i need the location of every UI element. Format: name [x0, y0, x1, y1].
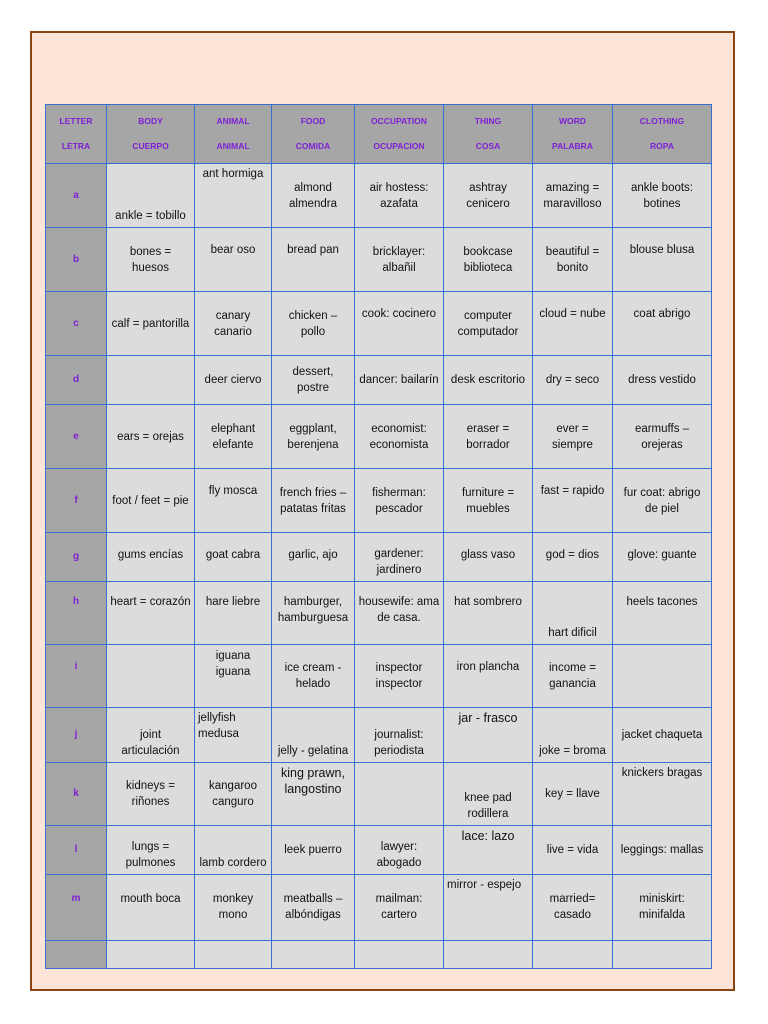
header-row [46, 105, 712, 164]
table-row [46, 645, 712, 708]
body-cell: lungs = pulmones [107, 826, 195, 875]
thing-cell: lace: lazo [444, 826, 533, 875]
header-cell: WORD PALABRA [533, 105, 613, 164]
word-cell: ever = siempre [533, 405, 613, 469]
letter-cell: g [46, 533, 107, 582]
food-cell: garlic, ajo [272, 533, 355, 582]
thing-cell: ashtray cenicero [444, 164, 533, 228]
occupation-cell: gardener: jardinero [355, 533, 444, 582]
vocabulary-table [45, 104, 712, 969]
thing-cell: knee pad rodillera [444, 763, 533, 826]
animal-cell: deer ciervo [195, 356, 272, 405]
body-cell: mouth boca [107, 875, 195, 941]
occupation-cell [355, 941, 444, 969]
occupation-cell: inspector inspector [355, 645, 444, 708]
table-row [46, 469, 712, 533]
animal-cell: jellyfish medusa [195, 708, 272, 763]
body-cell: joint articulación [107, 708, 195, 763]
word-cell: fast = rapido [533, 469, 613, 533]
header-cell: ANIMAL ANIMAL [195, 105, 272, 164]
food-cell: chicken – pollo [272, 292, 355, 356]
thing-cell [444, 941, 533, 969]
word-cell: cloud = nube [533, 292, 613, 356]
food-cell: dessert, postre [272, 356, 355, 405]
clothing-cell: knickers bragas [613, 763, 712, 826]
food-cell: meatballs – albóndigas [272, 875, 355, 941]
body-cell: gums encías [107, 533, 195, 582]
food-cell: leek puerro [272, 826, 355, 875]
animal-cell: bear oso [195, 228, 272, 292]
occupation-cell: fisherman: pescador [355, 469, 444, 533]
occupation-cell: housewife: ama de casa. [355, 582, 444, 645]
letter-cell: a [46, 164, 107, 228]
clothing-cell: dress vestido [613, 356, 712, 405]
word-cell: married= casado [533, 875, 613, 941]
clothing-cell: leggings: mallas [613, 826, 712, 875]
thing-cell: desk escritorio [444, 356, 533, 405]
animal-cell: fly mosca [195, 469, 272, 533]
body-cell [107, 645, 195, 708]
letter-cell: e [46, 405, 107, 469]
thing-cell: glass vaso [444, 533, 533, 582]
table-row [46, 582, 712, 645]
occupation-cell: dancer: bailarín [355, 356, 444, 405]
letter-cell: f [46, 469, 107, 533]
table-row [46, 405, 712, 469]
header-cell: CLOTHING ROPA [613, 105, 712, 164]
thing-cell: bookcase biblioteca [444, 228, 533, 292]
body-cell: foot / feet = pie [107, 469, 195, 533]
food-cell: eggplant, berenjena [272, 405, 355, 469]
body-cell: bones = huesos [107, 228, 195, 292]
clothing-cell [613, 645, 712, 708]
letter-cell: i [46, 645, 107, 708]
thing-cell: eraser = borrador [444, 405, 533, 469]
header-cell: LETTER LETRA [46, 105, 107, 164]
word-cell: joke = broma [533, 708, 613, 763]
clothing-cell: heels tacones [613, 582, 712, 645]
table-row [46, 941, 712, 969]
thing-cell: iron plancha [444, 645, 533, 708]
table-row [46, 826, 712, 875]
animal-cell: goat cabra [195, 533, 272, 582]
letter-cell: j [46, 708, 107, 763]
thing-cell: computer computador [444, 292, 533, 356]
word-cell: income = ganancia [533, 645, 613, 708]
word-cell: beautiful = bonito [533, 228, 613, 292]
clothing-cell: earmuffs – orejeras [613, 405, 712, 469]
animal-cell: hare liebre [195, 582, 272, 645]
table-row [46, 708, 712, 763]
word-cell: god = dios [533, 533, 613, 582]
occupation-cell: economist: economista [355, 405, 444, 469]
body-cell: kidneys = riñones [107, 763, 195, 826]
clothing-cell: jacket chaqueta [613, 708, 712, 763]
body-cell [107, 941, 195, 969]
clothing-cell: coat abrigo [613, 292, 712, 356]
animal-cell: canary canario [195, 292, 272, 356]
header-cell: BODY CUERPO [107, 105, 195, 164]
clothing-cell: glove: guante [613, 533, 712, 582]
clothing-cell: fur coat: abrigo de piel [613, 469, 712, 533]
occupation-cell: journalist: periodista [355, 708, 444, 763]
animal-cell: kangaroo canguro [195, 763, 272, 826]
word-cell: dry = seco [533, 356, 613, 405]
table-row [46, 164, 712, 228]
header-cell: FOOD COMIDA [272, 105, 355, 164]
food-cell: hamburger, hamburguesa [272, 582, 355, 645]
food-cell: ice cream - helado [272, 645, 355, 708]
letter-cell: m [46, 875, 107, 941]
animal-cell: elephant elefante [195, 405, 272, 469]
food-cell [272, 941, 355, 969]
food-cell: almond almendra [272, 164, 355, 228]
table-row [46, 356, 712, 405]
animal-cell: lamb cordero [195, 826, 272, 875]
occupation-cell: cook: cocinero [355, 292, 444, 356]
food-cell: king prawn, langostino [272, 763, 355, 826]
occupation-cell: lawyer: abogado [355, 826, 444, 875]
animal-cell: ant hormiga [195, 164, 272, 228]
animal-cell: monkey mono [195, 875, 272, 941]
table-row [46, 292, 712, 356]
letter-cell [46, 941, 107, 969]
letter-cell: l [46, 826, 107, 875]
body-cell: ankle = tobillo [107, 164, 195, 228]
table-row [46, 533, 712, 582]
table-row [46, 875, 712, 941]
word-cell: amazing = maravilloso [533, 164, 613, 228]
clothing-cell [613, 941, 712, 969]
clothing-cell: miniskirt: minifalda [613, 875, 712, 941]
word-cell: live = vida [533, 826, 613, 875]
occupation-cell: mailman: cartero [355, 875, 444, 941]
occupation-cell [355, 763, 444, 826]
thing-cell: jar - frasco [444, 708, 533, 763]
letter-cell: d [46, 356, 107, 405]
body-cell [107, 356, 195, 405]
thing-cell: mirror - espejo [444, 875, 533, 941]
animal-cell: iguana iguana [195, 645, 272, 708]
word-cell: key = llave [533, 763, 613, 826]
table-row [46, 228, 712, 292]
occupation-cell: air hostess: azafata [355, 164, 444, 228]
body-cell: calf = pantorilla [107, 292, 195, 356]
letter-cell: h [46, 582, 107, 645]
food-cell: bread pan [272, 228, 355, 292]
thing-cell: hat sombrero [444, 582, 533, 645]
food-cell: french fries – patatas fritas [272, 469, 355, 533]
occupation-cell: bricklayer: albañil [355, 228, 444, 292]
header-cell: OCCUPATION OCUPACION [355, 105, 444, 164]
letter-cell: k [46, 763, 107, 826]
animal-cell [195, 941, 272, 969]
table-row [46, 763, 712, 826]
clothing-cell: ankle boots: botines [613, 164, 712, 228]
body-cell: heart = corazón [107, 582, 195, 645]
header-cell: THING COSA [444, 105, 533, 164]
word-cell [533, 941, 613, 969]
thing-cell: furniture = muebles [444, 469, 533, 533]
clothing-cell: blouse blusa [613, 228, 712, 292]
word-cell: hart dificil [533, 582, 613, 645]
food-cell: jelly - gelatina [272, 708, 355, 763]
letter-cell: c [46, 292, 107, 356]
letter-cell: b [46, 228, 107, 292]
body-cell: ears = orejas [107, 405, 195, 469]
